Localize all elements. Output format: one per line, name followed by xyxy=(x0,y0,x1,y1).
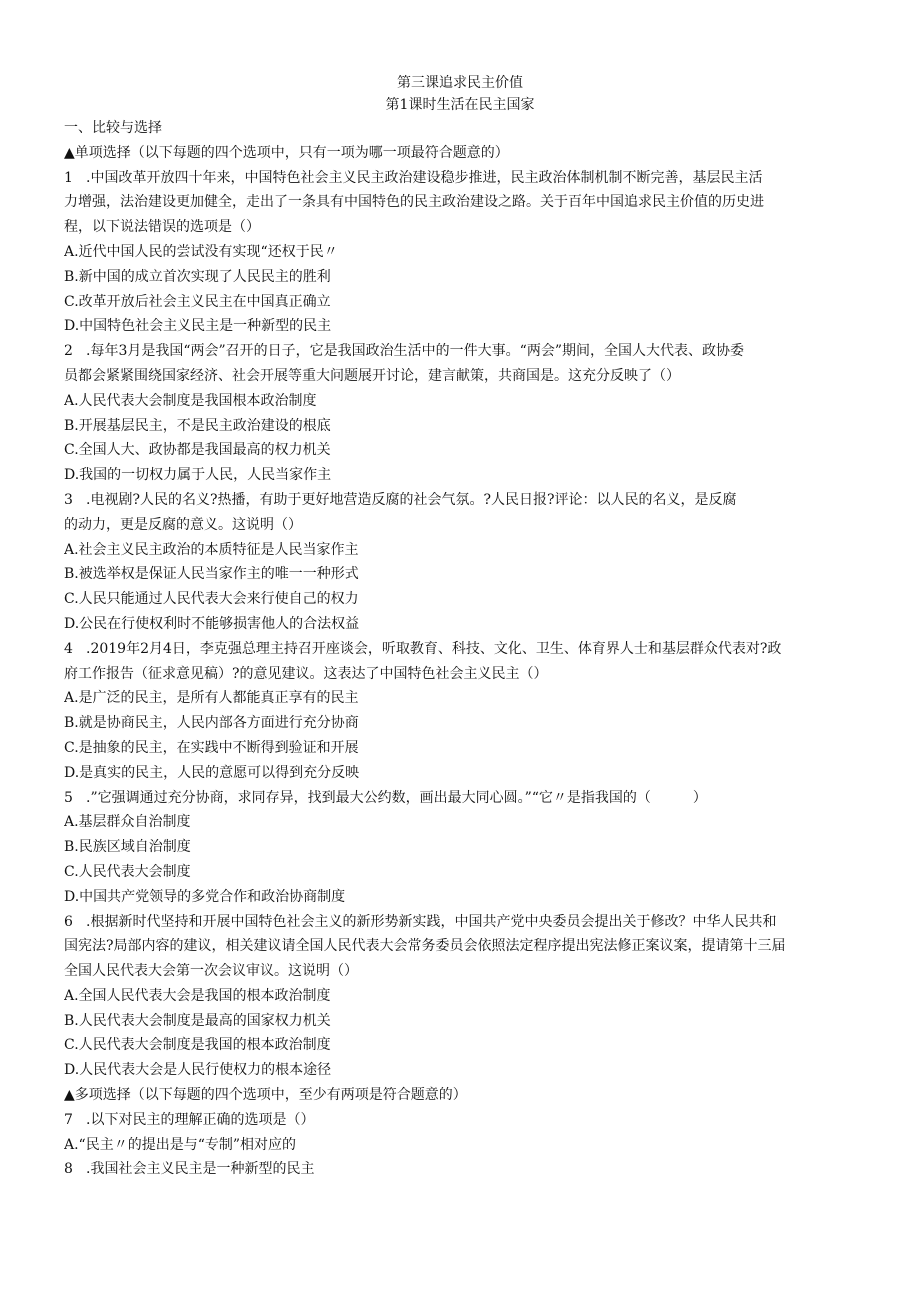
answer-option: A.社会主义民主政治的本质特征是人民当家作主 xyxy=(64,541,359,558)
question-item xyxy=(64,786,864,910)
question-text: .2019年2月4日，李克强总理主持召开座谈会，听取教育、科技、文化、卫生、体育界人士和基层群众代表对?政 xyxy=(86,640,782,657)
answer-option: D.我国的一切权力属于人民，人民当家作主 xyxy=(64,467,332,484)
question-item xyxy=(64,339,864,488)
answer-option: A.是广泛的民主，是所有人都能真正享有的民主 xyxy=(64,690,359,707)
question-stem xyxy=(64,166,864,191)
question-text: .中国改革开放四十年来，中国特色社会主义民主政治建设稳步推进，民主政治体制机制不断完善，基层民主活 xyxy=(86,169,763,186)
answer-option: D.中国特色社会主义民主是一种新型的民主 xyxy=(64,318,332,335)
answer-option: D.人民代表大会是人民行使权力的根本途径 xyxy=(64,1062,332,1079)
answer-option: B.人民代表大会制度是最高的国家权力机关 xyxy=(64,1012,331,1029)
question-text: .根据新时代坚持和开展中国特色社会主义的新形势新实践，中国共产党中央委员会提出关于修改？中华人民共和 xyxy=(86,913,777,930)
single-choice-intro: ▲单项选择（以下每题的四个选项中，只有一项为哪一项最符合题意的） xyxy=(64,144,509,161)
question-text: 府工作报告（征求意见稿）?的意见建议。这表达了中国特色社会主义民主（） xyxy=(64,665,548,682)
question-number: 1 xyxy=(64,169,73,186)
answer-option: C.全国人大、政协都是我国最高的权力机关 xyxy=(64,442,331,459)
question-stem xyxy=(64,910,864,935)
document-body xyxy=(64,116,864,1182)
answer-option: A.人民代表大会制度是我国根本政治制度 xyxy=(64,392,317,409)
answer-option: C.是抽象的民主，在实践中不断得到验证和开展 xyxy=(64,739,359,756)
question-stem-continued xyxy=(64,662,864,687)
answer-option: B.被选举权是保证人民当家作主的唯一一种形式 xyxy=(64,566,359,583)
answer-option: A.“民主〃的提出是与“专制”相对应的 xyxy=(64,1136,297,1153)
question-text: 全国人民代表大会第一次会议审议。这说明（） xyxy=(64,963,358,980)
question-item xyxy=(64,488,864,637)
page-subtitle: 第1课时生活在民主国家 xyxy=(385,97,535,113)
answer-option: D.中国共产党领导的多党合作和政治协商制度 xyxy=(64,888,346,905)
page-title: 第三课追求民主价值 xyxy=(397,75,523,91)
question-stem-continued xyxy=(64,934,864,959)
question-stem-continued xyxy=(64,215,864,240)
section-heading: 一、比较与选择 xyxy=(64,120,162,136)
question-stem xyxy=(64,637,864,662)
question-stem-continued xyxy=(64,959,864,984)
question-stem xyxy=(64,339,864,364)
multi-choice-intro: ▲多项选择（以下每题的四个选项中，至少有两项是符合题意的） xyxy=(64,1087,467,1104)
question-text: 力增强，法治建设更加健全，走出了一条具有中国特色的民主政治建设之路。关于百年中国追求民主价值的历史进 xyxy=(64,194,764,211)
question-item xyxy=(64,637,864,786)
answer-option: A.全国人民代表大会是我国的根本政治制度 xyxy=(64,987,331,1004)
question-stem xyxy=(64,786,864,811)
answer-option: C.人民代表大会制度 xyxy=(64,863,191,880)
answer-option: A.基层群众自治制度 xyxy=(64,814,191,831)
question-number: 5 xyxy=(64,789,73,806)
title-block xyxy=(0,72,920,116)
question-number: 8 xyxy=(64,1161,73,1178)
question-item xyxy=(64,910,864,1084)
answer-option: B.开展基层民主，不是民主政治建设的根底 xyxy=(64,417,331,434)
answer-option: D.公民在行使权利时不能够损害他人的合法权益 xyxy=(64,615,360,632)
question-text: 国宪法?局部内容的建议，相关建议请全国人民代表大会常务委员会依照法定程序提出宪法修正案议案，提请第十三届 xyxy=(64,938,786,955)
question-stem-continued xyxy=(64,190,864,215)
answer-option: B.民族区域自治制度 xyxy=(64,839,191,856)
question-stem xyxy=(64,1157,864,1182)
question-text: 程，以下说法错误的选项是（） xyxy=(64,219,260,236)
answer-option: C.人民代表大会制度是我国的根本政治制度 xyxy=(64,1037,331,1054)
answer-option: B.就是协商民主，人民内部各方面进行充分协商 xyxy=(64,715,359,732)
question-stem-continued xyxy=(64,364,864,389)
answer-option: D.是真实的民主，人民的意愿可以得到充分反映 xyxy=(64,764,360,781)
question-item xyxy=(64,166,864,340)
question-text: 员都会紧紧围绕国家经济、社会开展等重大问题展开讨论，建言献策，共商国是。这充分反映了（） xyxy=(64,367,680,384)
answer-option: A.近代中国人民的尝试没有实现“还权于民〃 xyxy=(64,243,338,260)
question-text: .”它强调通过充分协商，求同存异，找到最大公约数，画出最大同心圆。”“它〃是指我国的（ ） xyxy=(86,789,707,806)
multi-choice-questions xyxy=(64,1108,864,1182)
question-number: 2 xyxy=(64,343,73,360)
question-text: .每年3月是我国“两会”召开的日子，它是我国政治生活中的一件大事。“两会”期间，全国人大代表、政协委 xyxy=(86,343,744,360)
question-number: 6 xyxy=(64,913,73,930)
question-text: .电视剧?人民的名义?热播，有助于更好地营造反腐的社会气氛。?人民日报?评论：以人民的名义，是反腐 xyxy=(86,491,737,508)
question-number: 4 xyxy=(64,640,73,657)
question-text: .我国社会主义民主是一种新型的民主 xyxy=(86,1161,315,1178)
answer-option: B.新中国的成立首次实现了人民民主的胜利 xyxy=(64,268,331,285)
question-text: 的动力，更是反腐的意义。这说明（） xyxy=(64,516,302,533)
question-number: 7 xyxy=(64,1111,73,1128)
question-text: .以下对民主的理解正确的选项是（） xyxy=(86,1111,315,1128)
answer-option: C.改革开放后社会主义民主在中国真正确立 xyxy=(64,293,331,310)
question-item xyxy=(64,1157,864,1182)
question-item xyxy=(64,1108,864,1158)
single-choice-questions xyxy=(64,166,864,1083)
question-number: 3 xyxy=(64,491,73,508)
answer-option: C.人民只能通过人民代表大会来行使自己的权力 xyxy=(64,591,359,608)
question-stem xyxy=(64,1108,864,1133)
question-stem xyxy=(64,488,864,513)
question-stem-continued xyxy=(64,513,864,538)
